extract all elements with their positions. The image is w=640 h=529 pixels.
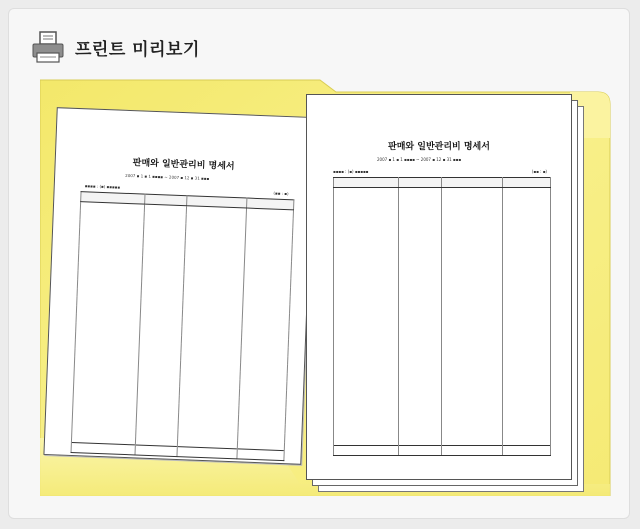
period-line-right: 2007 ▪ 1 ▪ 1 ▪▪▪▪ ~ 2007 ▪ 12 ▪ 31 ▪▪▪ — [377, 157, 462, 162]
page-title: 프린트 미리보기 — [75, 39, 200, 60]
period-line: 2007 ▪ 1 ▪ 1 ▪▪▪▪ ~ 2007 ▪ 12 ▪ 31 ▪▪▪ — [125, 172, 210, 182]
preview-page-right — [306, 94, 572, 480]
printer-icon — [31, 31, 65, 63]
statement-table-right — [333, 177, 551, 456]
panel-header — [31, 31, 200, 63]
document-title: 판매와 일반관리비 명세서 — [132, 158, 235, 173]
document-title-right: 판매와 일반관리비 명세서 — [388, 142, 490, 152]
company-line: ▪▪▪▪ : (▪) ▪▪▪▪▪ — [84, 183, 121, 190]
company-line-right: ▪▪▪▪ : (▪) ▪▪▪▪▪ — [333, 169, 369, 174]
preview-page-left — [43, 107, 314, 465]
unit-line: (▪▪ : ▪) — [273, 190, 289, 197]
unit-line-right: (▪▪ : ▪) — [531, 169, 547, 174]
statement-table — [71, 191, 295, 461]
preview-stage — [40, 78, 612, 496]
